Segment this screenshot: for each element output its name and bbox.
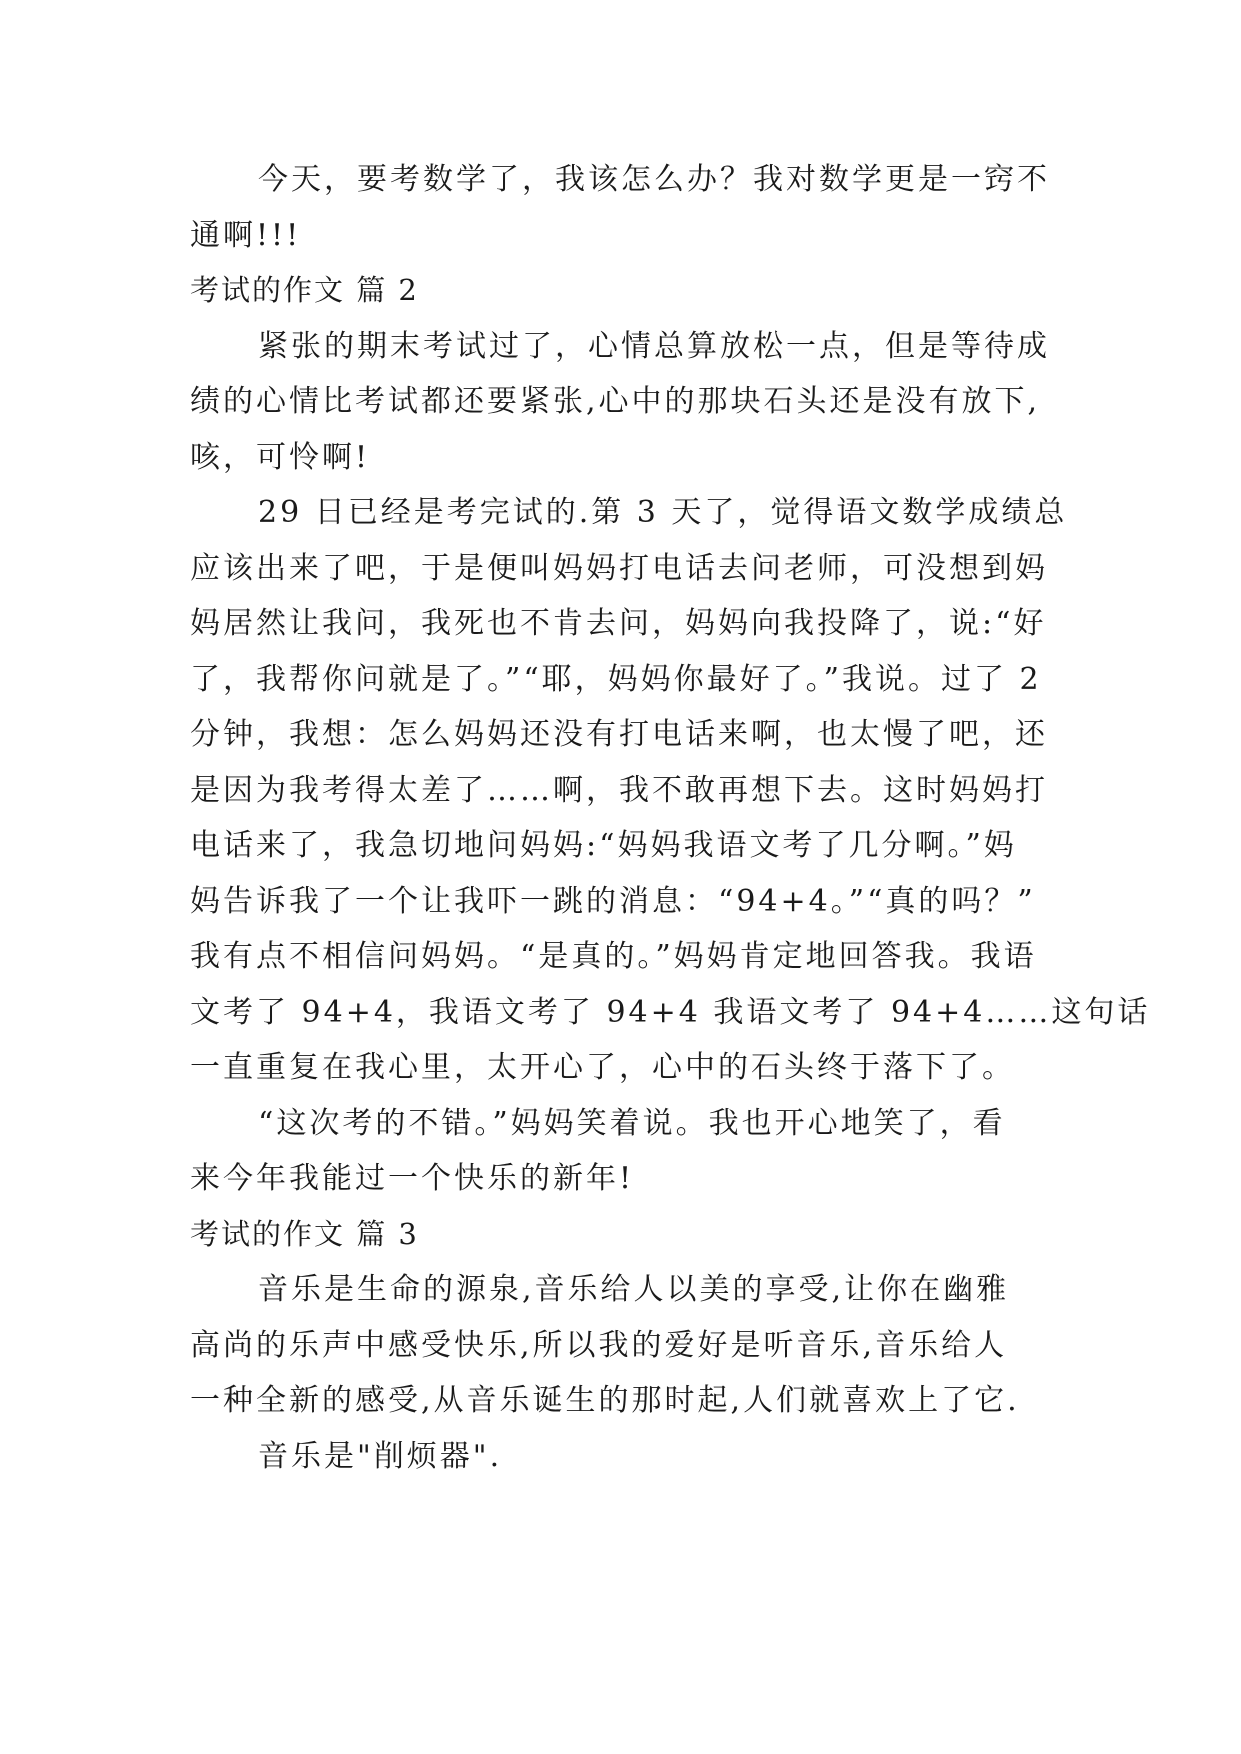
paragraph-line: 咳，可怜啊! [190, 439, 371, 475]
paragraph-line: 妈告诉我了一个让我吓一跳的消息：“94+4。”“真的吗？” [190, 883, 1036, 919]
section-heading: 考试的作文 篇 3 [190, 1216, 419, 1251]
section-heading: 考试的作文 篇 2 [190, 273, 419, 307]
paragraph-line: 电话来了，我急切地问妈妈:“妈妈我语文考了几分啊。”妈 [190, 828, 1017, 863]
paragraph-line: 是因为我考得太差了……啊，我不敢再想下去。这时妈妈打 [190, 772, 1048, 808]
paragraph-line: 通啊!!! [190, 217, 302, 253]
paragraph-line: 今天，要考数学了，我该怎么办？我对数学更是一窍不 [258, 162, 1050, 197]
paragraph-line: 29 日已经是考完试的.第 3 天了，觉得语文数学成绩总 [258, 495, 1068, 530]
paragraph-line: 一种全新的感受,从音乐诞生的那时起,人们就喜欢上了它. [190, 1383, 1020, 1418]
paragraph-line: “这次考的不错。”妈妈笑着说。我也开心地笑了，看 [258, 1105, 1006, 1141]
paragraph-line: 来今年我能过一个快乐的新年! [190, 1161, 635, 1196]
paragraph-line: 了，我帮你问就是了。”“耶，妈妈你最好了。”我说。过了 2 [190, 661, 1042, 697]
paragraph-line: 音乐是生命的源泉,音乐给人以美的享受,让你在幽雅 [258, 1272, 1010, 1307]
paragraph-line: 音乐是"削烦器". [258, 1438, 503, 1474]
paragraph-line: 应该出来了吧，于是便叫妈妈打电话去问老师，可没想到妈 [190, 550, 1048, 586]
paragraph-line: 分钟，我想：怎么妈妈还没有打电话来啊，也太慢了吧，还 [190, 717, 1048, 752]
paragraph-line: 绩的心情比考试都还要紧张,心中的那块石头还是没有放下, [190, 384, 1041, 419]
paragraph-line: 一直重复在我心里，太开心了，心中的石头终于落下了。 [190, 1050, 1015, 1085]
document-page [190, 152, 1151, 1484]
paragraph-line: 文考了 94+4，我语文考了 94+4 我语文考了 94+4……这句话 [190, 994, 1151, 1030]
paragraph-line: 紧张的期末考试过了，心情总算放松一点，但是等待成 [258, 328, 1050, 364]
paragraph-line: 高尚的乐声中感受快乐,所以我的爱好是听音乐,音乐给人 [190, 1327, 1008, 1363]
paragraph-line: 我有点不相信问妈妈。“是真的。”妈妈肯定地回答我。我语 [190, 939, 1037, 974]
paragraph-line: 妈居然让我问，我死也不肯去问，妈妈向我投降了，说:“好 [190, 606, 1047, 641]
